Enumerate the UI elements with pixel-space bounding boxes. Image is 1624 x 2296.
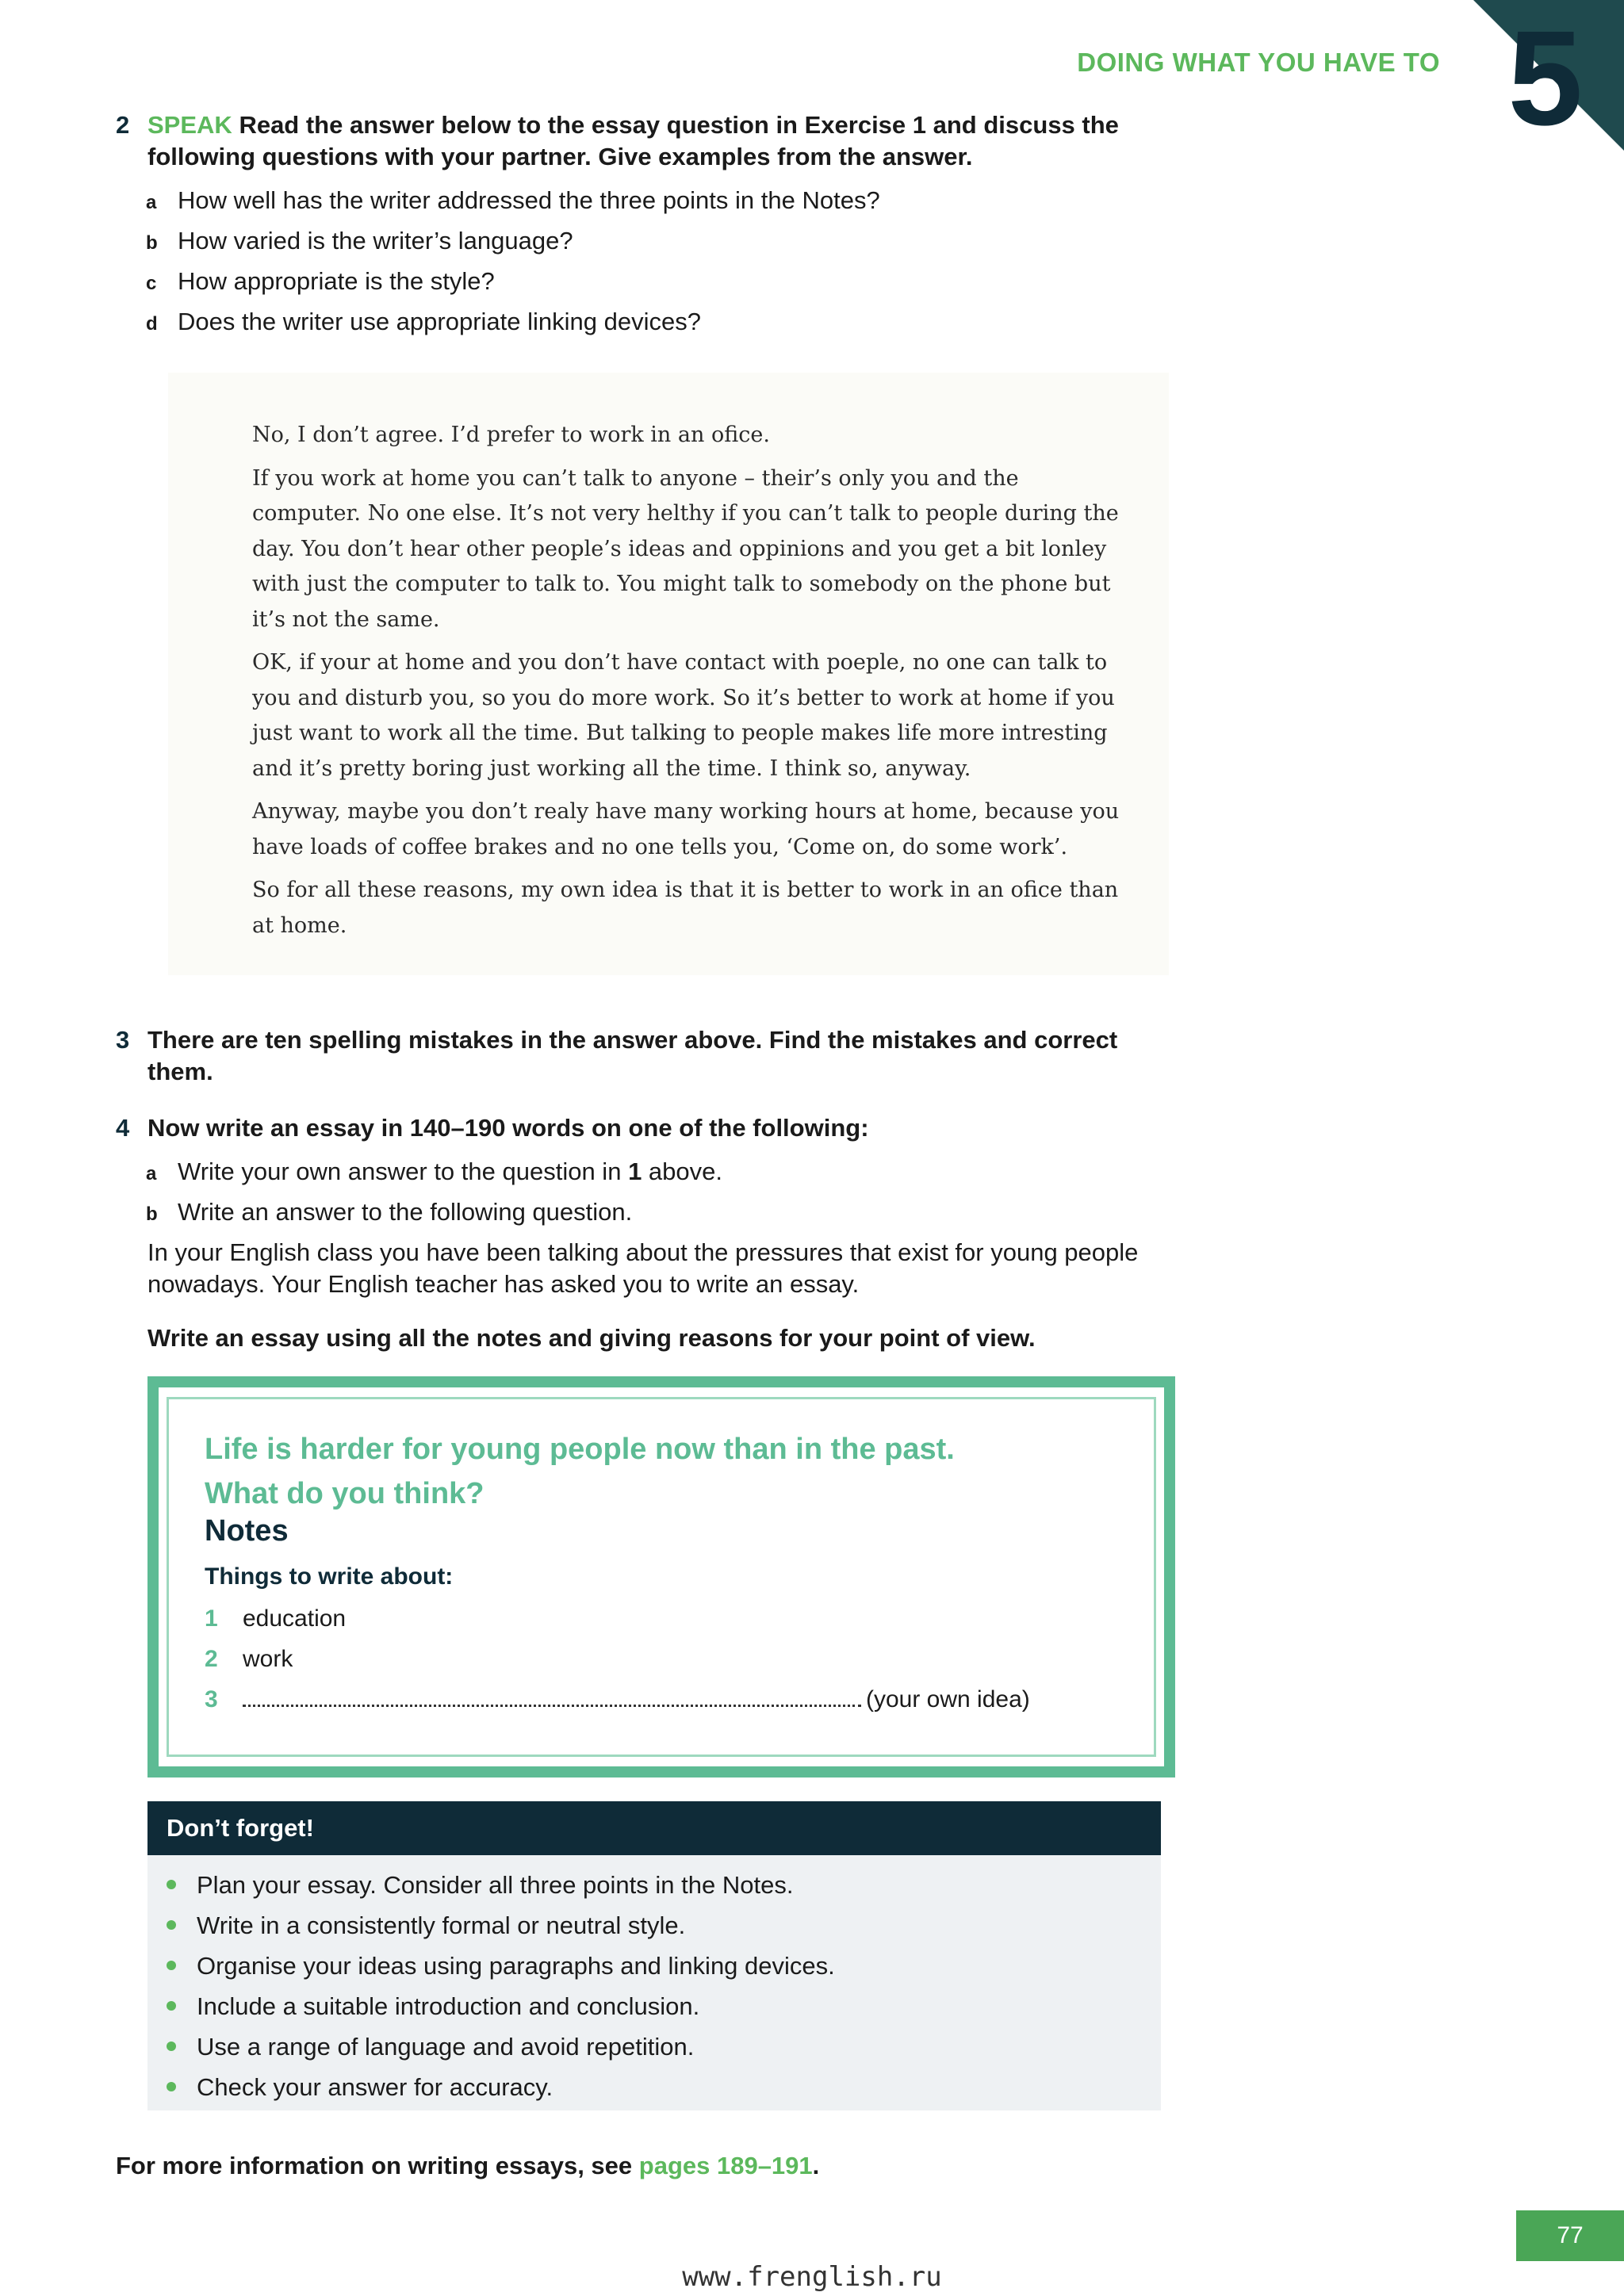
dont-forget-title: Don’t forget! [147,1801,1161,1855]
bullet-icon [167,2042,176,2051]
sample-essay [252,418,1124,951]
dont-forget-list [165,1865,835,2107]
notes-subheading: Things to write about: [205,1563,454,1590]
bullet-icon [167,1880,176,1889]
bullet-icon [167,2001,176,2011]
question-number: 2 [116,111,130,139]
question-text: Now write an essay in 140–190 words on one of the following: [147,1114,869,1142]
task-context: In your English class you have been talking about the pressures that exist for young people nowadays. Your English teacher has asked you to write an essay. [147,1238,1139,1298]
essay-paragraph: OK, if your at home and you don’t have contact with poeple, no one can talk to you and disturb you, so you do more work. So it’s better to work at home if you just want to work all the time. But talking to people makes life more intresting and it’s pretty boring just working all the time. I think so, anyway. [252,650,1115,781]
question-text: There are ten spelling mistakes in the answer above. Find the mistakes and correct them. [147,1026,1118,1085]
list-item: Organise your ideas using paragraphs and linking devices. [165,1946,835,1986]
more-info: For more information on writing essays, see pages 189–191. [116,2152,820,2179]
unit-number: 5 [1507,3,1583,154]
list-item: Use a range of language and avoid repetition. [165,2026,835,2067]
question-4-item-b: b Write an answer to the following question. [146,1198,633,1226]
list-item: Check your answer for accuracy. [165,2067,835,2107]
question-4-item-a: a Write your own answer to the question in 1 above. [146,1158,723,1185]
bullet-icon [167,1920,176,1930]
footer-url: www.frenglish.ru [682,2261,942,2293]
bullet-icon [167,1961,176,1970]
question-2-item-b: b How varied is the writer’s language? [146,227,573,254]
blank-line [243,1687,861,1707]
question-2-item-c: c How appropriate is the style? [146,267,495,295]
list-item: Plan your essay. Consider all three points in the Notes. [165,1865,835,1905]
page-number: 77 [1516,2210,1624,2261]
question-4 [116,1112,1139,1144]
task-instruction: Write an essay using all the notes and giving reasons for your point of view. [147,1324,1036,1352]
list-item: Include a suitable introduction and conclusion. [165,1986,835,2026]
essay-paragraph: Anyway, maybe you don’t realy have many working hours at home, because you have loads of coffee brakes and no one tells you, ‘Come on, do some work’. [252,799,1120,859]
list-item: Write in a consistently formal or neutral style. [165,1905,835,1946]
question-2-item-d: d Does the writer use appropriate linking devices? [146,308,701,335]
question-number: 3 [116,1026,130,1054]
question-3 [116,1024,1139,1088]
essay-paragraph: So for all these reasons, my own idea is that it is better to work in an ofice than at home. [252,878,1119,938]
notes-title: Life is harder for young people now than in the past. What do you think? [205,1433,955,1510]
speak-label: SPEAK [147,111,232,139]
essay-paragraph: If you work at home you can’t talk to anyone – their’s only you and the computer. No one else. It’s not very helthy if you can’t talk to people during the day. You don’t hear other people’s ideas and oppinions and you get a bit lonley with just the computer to talk to. You might talk to somebody on the phone but it’s not the same. [252,465,1119,632]
notes-item: 1 education [205,1605,347,1632]
question-2 [116,109,1139,173]
notes-item: 2 work [205,1646,293,1672]
notes-heading: Notes [205,1514,289,1548]
essay-paragraph: No, I don’t agree. I’d prefer to work in an ofice. [252,423,770,447]
notes-item: 3 (your own idea) [205,1686,1030,1712]
pages-link[interactable]: pages 189–191 [638,2152,813,2179]
question-2-item-a: a How well has the writer addressed the three points in the Notes? [146,186,880,214]
bullet-icon [167,2082,176,2091]
unit-title: DOING WHAT YOU HAVE TO [1077,48,1440,77]
question-number: 4 [116,1114,130,1142]
question-text: Read the answer below to the essay question in Exercise 1 and discuss the following questions with your partner. Give examples from the answer. [147,111,1119,170]
